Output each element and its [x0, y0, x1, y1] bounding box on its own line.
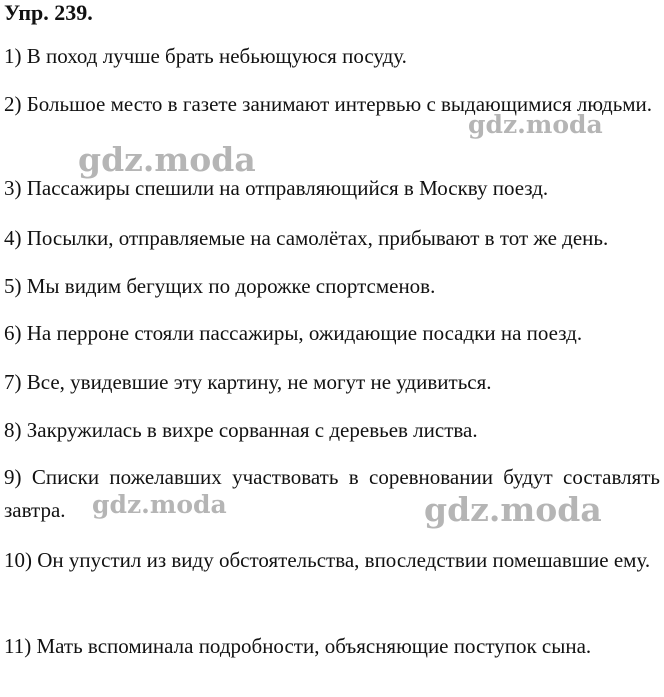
sentence-7: 7) Все, увидевшие эту картину, не могут не удивиться. [4, 370, 492, 394]
watermark: gdz.moda [78, 140, 256, 179]
sentence-3: 3) Пассажиры спешили на отправляющийся в Москву поезд. [4, 176, 549, 200]
watermark: gdz.moda [92, 490, 227, 519]
sentence-4: 4) Посылки, отправляемые на самолётах, прибывают в тот же день. [4, 226, 609, 250]
sentence-11: 11) Мать вспоминала подробности, объясняющие поступок сына. [4, 634, 592, 658]
sentence-6: 6) На перроне стояли пассажиры, ожидающие посадки на поезд. [4, 321, 583, 345]
watermark: gdz.moda [424, 490, 602, 529]
exercise-title: Упр. 239. [4, 0, 93, 25]
sentence-2: 2) Большое место в газете занимают интервью с выдающимися людьми. [4, 92, 653, 116]
sentence-9: 9) Списки пожелавших участвовать в соревновании будут составлять завтра. [4, 465, 660, 522]
watermark: gdz.moda [468, 110, 603, 139]
sentence-8: 8) Закружилась в вихре сорванная с деревьев листва. [4, 418, 478, 442]
sentence-1: 1) В поход лучше брать небьющуюся посуду. [4, 44, 407, 68]
sentence-10: 10) Он упустил из виду обстоятельства, впоследствии помешавшие ему. [4, 548, 651, 572]
sentence-5: 5) Мы видим бегущих по дорожке спортсменов. [4, 274, 436, 298]
